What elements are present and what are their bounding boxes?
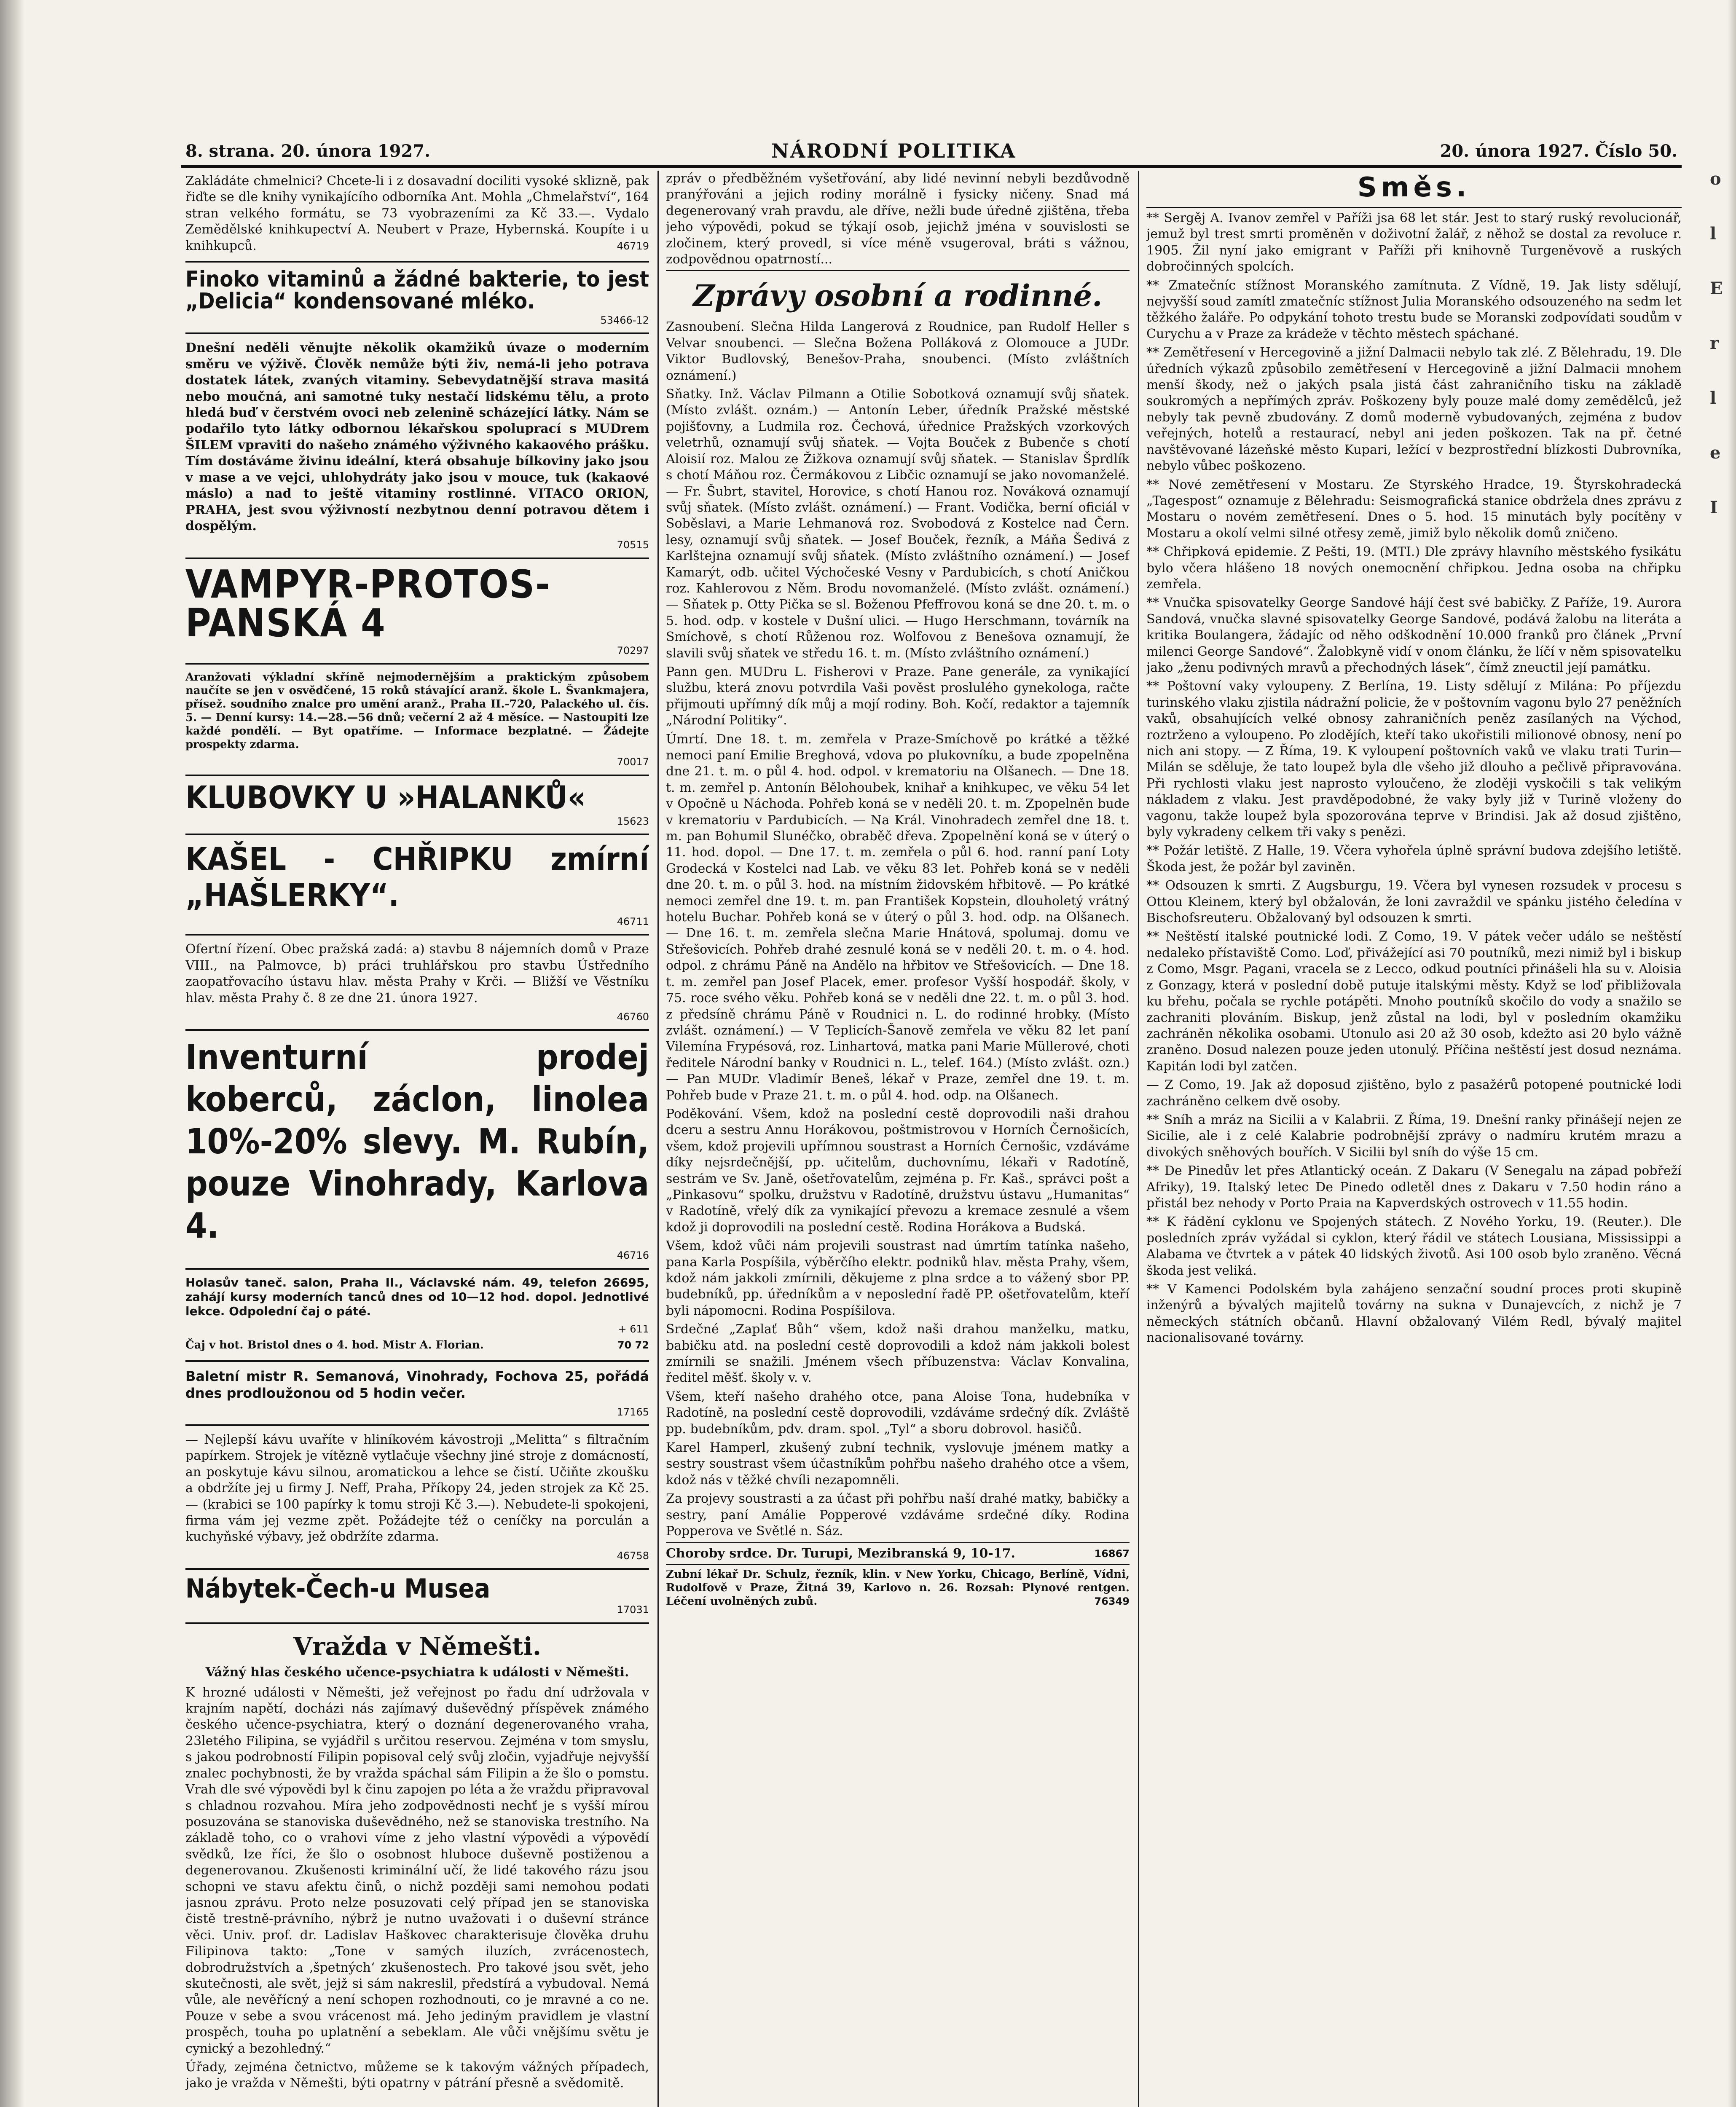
- divider: [1146, 207, 1682, 208]
- ad-melitta: [185, 1429, 649, 1570]
- ad-aranzovani: [185, 668, 649, 776]
- ad-number: 53466-12: [600, 314, 649, 327]
- news-item: ** Chřipková epidemie. Z Pešti, 19. (MTI.) Dle zprávy hlavního městského fysikátu bylo včera hlášeno 18 nových onemocnění chřipkou. Jedna osoba na chřipku zemřela.: [1146, 544, 1682, 592]
- ad-number: 46758: [617, 1549, 649, 1562]
- ad-number: 46716: [617, 1249, 649, 1262]
- notice-paragraph: Poděkování. Všem, kdož na poslední cestě doprovodili naši drahou dceru a sestru Annu Horákovou, poštmistrovou v Horních Černošicích, všem, kdož projevili upřímnou soustrast a Horních Černošic, vzdáváme díky nejsrdečnější, pp. učitelům, duchovnímu, lékaři v Radotíně, sestrám ve Sv. Janě, ošetřovatelům, zejména p. Fr. Kaš., správci pošt a „Pinkasovu“ spolku, družstvu v Radotíně, družstvu ústavu „Humanitas“ v Radotíně, vřelý dík za vynikající převozu a kremace zesnulé a všem kdož ji doprovodili na poslední cestě. Rodina Horákova a Budská.: [666, 1106, 1130, 1235]
- news-item: ** De Pinedův let přes Atlantický oceán. Z Dakaru (V Senegalu na západ pobřeží Afriky), 19. Italský letec De Pinedo odletěl dnes z Dakaru v 7.50 hodin ráno a přistál bez nehody v Porto Praia na Kapverdských ostrovech v 11.55 hodin.: [1146, 1163, 1682, 1211]
- ad-nabytek: [185, 1573, 649, 1624]
- news-item: ** K řádění cyklonu ve Spojených státech. Z Nového Yorku, 19. (Reuter.). Dle posledních zpráv vyžádal si cyklon, který řádil ve státech Lousiana, Mississippi a Alabama ve čtvrtek a v pátek 40 lidských životů. Asi 100 osob bylo zraněno. Věcná škoda jest veliká.: [1146, 1214, 1682, 1278]
- ad-number: 16867: [1094, 1547, 1130, 1560]
- notice-paragraph: Za projevy soustrasti a za účast při pohřbu naší drahé matky, babičky a sestry, paní Amálie Popperové vzdáváme srdečné díky. Rodina Popperova ve Světlé n. Sáz.: [666, 1491, 1130, 1539]
- ad-text: Baletní mistr R. Semanová, Vinohrady, Fochova 25, pořádá dnes prodloužonou od 5 hodin večer.: [185, 1368, 649, 1401]
- ad-headline: KLUBOVKY U »HALANKŮ«: [185, 779, 586, 816]
- article-vrazda: [185, 1632, 649, 2092]
- article-paragraph: K hrozné události v Němešti, jež veřejnost po řadu dní udržovala v krajním napětí, docházi nás zajímavý duševědný příspěvek známého českého učence-psychiatra, který o doznání degenerovaného vraha, 23letého Filipina, se vyjádřil s určitou reservou. Zejména v tom smyslu, s jakou podrobností Filipin popisoval celý svůj zločin, vyjadřuje nejvyšší znalec pochybnosti, že by vražda spáchal sám Filipin a že šlo o pomstu. Vrah dle své výpovědi byl k činu zapojen po léta a že vraždu připravoval s chladnou rozvahou. Míra jeho zodpovědnosti nechť je s vyšší mírou posuzována se stanoviska duševědného, než se stanoviska trestního. Na základě toho, co o vrahovi víme z jeho vlastní výpovědi a výpovědí svědků, lze říci, že šlo o osobnost hluboce duševně postiženou a degenerovanou. Zkušenosti kriminální učí, že lidé takového rázu jsou schopni ve stavu afektu činů, o nichž později sami nemohou podati jasnou zprávu. Proto nelze posuzovati celý případ jen se stanoviska čistě trestně-právního, nýbrž je nutno uvažovati i o duševní stránce věci. Univ. prof. dr. Ladislav Haškovec charakterisuje člověka druhu Filipinova takto: „Tone v samých iluzích, zvrácenostech, dobrodružstvích a ‚špetných‘ zkušenostech. Pro takové jsou svět, jeho skutečnosti, ale svět, jejž si sám nakreslil, předstírá a vybudoval. Nemá vůle, ale nevěřícný a není schopen rozhodnouti, co je mravné a co ne. Pouze v sebe a svou vrácenost má. Jeho jediným pravidlem je vlastní prospěch, touha po uplatnění a sebeklam. Ale vůči vnějšímu světu je cynický a bezohledný.“: [185, 1685, 649, 2056]
- page-header: [185, 137, 1677, 166]
- ad-text: Dnešní neděli věnujte několik okamžiků úvaze o moderním směru ve výživě. Člověk nemůže býti živ, nemá-li jeho potrava dostatek látek, zvaných vitaminy. Sebevydatnější strava masitá nebo moučná, ani samotné tuky nestačí lidskému tělu, a proto hledá buď v čerstvém ovoci neb zelenině scházející látky. Nám se podařilo tyto látky odbornou lékařskou spoluprací s MUDrem ŠILEM vpraviti do našeho známého výživného kakaového prášku. Tím dostáváme živinu ideální, která obsahuje bílkoviny jako jsou v mase a ve vejci, uhlohydráty jako jsou v mouce, tuk (kakaové máslo) a nad to ještě vitaminy rostlinné. VITACO ORION, PRAHA, jest svou výživností nezbytnou denní potravou dětem i dospělým.: [185, 340, 649, 533]
- notice-paragraph: Srdečné „Zaplať Bůh“ všem, kdož naši drahou manželku, matku, babičku atd. na poslední cestě doprovodili a kdož nám jakkoli bolest zmírnili se snažili. Jménem všech příbuzenstva: Václav Konvalina, ředitel měšť. školy v. v.: [666, 1322, 1130, 1386]
- article-subtitle: Vážný hlas českého učence-psychiatra k události v Němešti.: [205, 1665, 629, 1680]
- column-rule: [657, 171, 659, 2107]
- ad-headline: Inventurní prodej koberců, záclon, linolea 10%-20% slevy. M. Rubín, pouze Vinohrady, Karlova 4.: [185, 1037, 649, 1247]
- divider: [666, 1542, 1130, 1543]
- ad-number: 46719: [617, 240, 649, 252]
- ad-headline: VAMPYR-PROTOS-PANSKÁ 4: [185, 561, 551, 646]
- ad-text: — Nejlepší kávu uvaříte v hliníkovém kávostroji „Melitta“ s filtračním papírkem. Strojek je vítězně vytlačuje všechny jiné stroje z domácností, an poskytuje kávu silnou, aromatickou a lehce se čistí. Učiňte zkoušku a obdržíte jej u firmy J. Neff, Praha, Příkopy 24, jeden strojek za Kč 25.— (krabici se 100 papírky k tomu stroji Kč 3.—). Nebudete-li spokojeni, firma vám jej vezme zpět. Požádejte též o ceníčky na porculán a kuchyňské výbavy, jež obdržíte zdarma.: [185, 1432, 649, 1544]
- notice-paragraph: Úmrtí. Dne 18. t. m. zemřela v Praze-Smíchově po krátké a těžké nemoci paní Emilie Breghová, vdova po plukovníku, a bude zpopelněna dne 21. t. m. o půl 4. hod. odpol. v krematoriu na Olšanech. — Dne 18. t. m. zemřel p. Antonín Bělohoubek, knihař a knihkupec, ve věku 54 let v Opočně u Náchoda. Pohřeb koná se v neděli 20. t. m. Zpopelněn bude v krematoriu v Pardubicích. — Na Král. Vinohradech zemřel dne 18. t. m. pan Bohumil Slunéčko, obraběč dřeva. Zpopelnění koná se v úterý o 11. hod. dopol. — Dne 17. t. m. zemřela o půl 6. hod. ranní paní Loty Grodecká v Kostelci nad Lab. ve věku 83 let. Pohřeb koná se v neděli dne 20. t. m. o půl 3. hod. na místním židovském hřbitově. — Po krátké nemoci zemřel dne 19. t. m. pan František Kopstein, dlouholetý vrátný hotelu Buchar. Pohřeb koná se v úterý o půl 3. hod. odp. na Olšanech. — Dne 16. t. m. zemřela slečna Marie Hnátová, spolumaj. domu ve Střešovicích. Pohřeb drahé zesnulé koná se v neděli 20. t. m. o 4. hod. odpol. z chrámu Páně na Andělo na hřbitov ve Střešovicích. — Dne 18. t. m. zemřel pan Josef Placek, emer. profesor Vyšší hospodář. školy, v 75. roce svého věku. Pohřeb koná se v neděli dne 22. t. m. o půl 3. hod. z předsíně chrámu Páně v Roudnici n. L. do rodinné hrobky. (Místo zvlášt. oznámení.) — V Teplicích-Šanově zemřela ve věku 82 let paní Vilemína Frypésová, roz. Linhartová, matka pani Marie Müllerové, choti ředitele Národní banky v Roudnici n. L., telef. 164.) (Místo zvlášt. ozn.) — Pan MUDr. Vladimír Beneš, lékař v Praze, zemřel dne 19. t. m. Pohřeb bude v Praze 21. t. m. o půl 4. hod. odp. na Olšanech.: [666, 732, 1130, 1103]
- scan-edge-left: [0, 0, 24, 2107]
- news-item: ** Nové zemětřesení v Mostaru. Ze Styrského Hradce, 19. Štyrskohradecká „Tagespost“ oznamuje z Bělehradu: Seismografická stanice obdržela dnes zprávu z Mostaru o novém zemětřesení. Dnes o 5. hod. 15 minutách byly pocítěny v Mostaru a okolí velmi silné otřesy země, jimiž bylo několik domů zničeno.: [1146, 477, 1682, 541]
- ad-vampyr: [185, 563, 649, 665]
- news-item: ** V Kamenci Podolském byla zahájeno senzační soudní proces proti skupině inženýrů a bývalých majitelů továrny na sukna v Dunajevcích, z nichž je 7 německých státních občanů. Hlavní obžalovaný Vilém Redl, bývalý majitel nacionalisované továrny.: [1146, 1282, 1682, 1346]
- section-title: Směs.: [1357, 172, 1471, 203]
- notice-paragraph: Karel Hamperl, zkušený zubní technik, vyslovuje jménem matky a sestry soustrast všem účastníkům pohřbu našeho drahého otce a všem, kdož nás v těžké chvíli nezapomněli.: [666, 1440, 1130, 1488]
- column-ads: [185, 171, 649, 2107]
- news-item: ** Vnučka spisovatelky George Sandové hájí čest své babičky. Z Paříže, 19. Aurora Sandová, vnučka slavné spisovatelky George Sandové, podává žalobu na literáta a kritika Boulangera, žádajíc od něho odškodnění 10.000 franků pro článek „První milenci George Sandové“. Žalobkyně vidí v onom článku, že líčí v něm spisovatelku jako „ženu podivných mravů a přechodných lásek“, čímž zneuctil její památku.: [1146, 595, 1682, 675]
- ad-number: 15623: [617, 815, 649, 827]
- masthead: NÁRODNÍ POLITIKA: [771, 139, 1017, 162]
- scan-edge-right: [1728, 0, 1736, 2107]
- column-smes: [1146, 171, 1682, 2107]
- ad-holas: [185, 1273, 649, 1362]
- ad-number: 17031: [617, 1604, 649, 1616]
- news-item: — Z Como, 19. Jak až doposud zjištěno, bylo z pasažérů potopené poutnické lodi zachráněno celkem dvě osoby.: [1146, 1078, 1682, 1109]
- section-title: Zprávy osobní a rodinné.: [693, 278, 1103, 314]
- news-item: ** Požár letiště. Z Halle, 19. Včera vyhořela úplně správní budova zdejšího letiště. Škoda jest, že požár byl zaviněn.: [1146, 843, 1682, 874]
- ad-number: 17165: [617, 1406, 649, 1418]
- ad-number: 46760: [617, 1011, 649, 1023]
- header-right: 20. února 1927. Číslo 50.: [1440, 141, 1677, 161]
- divider: [666, 270, 1130, 271]
- ad-number: 70 72: [617, 1339, 649, 1351]
- news-item: ** Sergěj A. Ivanov zemřel v Paříži jsa 68 let stár. Jest to starý ruský revolucionář, jemuž byl trest smrti proměněn v doživotní žalář, z něhož se dostal za revoluce r. 1905. Žil nyní jako emigrant v Paříži při knihovně Turgeněvově a ruských dobročinných spolcích.: [1146, 211, 1682, 274]
- header-rule: [181, 165, 1682, 168]
- article-title: Vražda v Němešti.: [293, 1632, 542, 1661]
- notice-paragraph: Pann gen. MUDru L. Fisherovi v Praze. Pane generále, za vynikající službu, která znovu potvrdila Vaši pověst proslulého gynekologa, račte přijmouti upřímný dík můj a mojí rodiny. Boh. Kočí, redaktor a tajemník „Národní Politiky“.: [666, 664, 1130, 728]
- notice-paragraph: Zasnoubení. Slečna Hilda Langerová z Roudnice, pan Rudolf Heller s Velvar snoubenci. — Slečna Božena Polláková z Olomouce a JUDr. Viktor Budlovský, Benešov-Praha, snoubenci. (Místo zvláštních oznámení.): [666, 319, 1130, 383]
- ad-headline: Nábytek-Čech-u Musea: [185, 1573, 491, 1604]
- ad-text: Holasův taneč. salon, Praha II., Václavské nám. 49, telefon 26695, zahájí kursy moderních tanců dnes od 10—12 hod. dopol. Jednotlivé lekce. Odpolední čaj o páté.: [185, 1275, 649, 1318]
- ad-number: 76349: [1094, 1595, 1130, 1607]
- ad-text: Ofertní řízení. Obec pražská zadá: a) stavbu 8 nájemních domů v Praze VIII., na Palmovce, b) práci truhlářskou pro stavbu Ústředního zaopatřovacího ústavu hlav. města Prahy v Krči. — Bližší ve Věstníku hlav. města Prahy č. 8 ze dne 21. února 1927.: [185, 942, 649, 1005]
- header-left: 8. strana. 20. února 1927.: [185, 141, 431, 161]
- ad-vitaco: [185, 338, 649, 559]
- ad-chmelnici: [185, 171, 649, 263]
- column-rule: [1138, 171, 1139, 2107]
- ad-number: + 611: [618, 1323, 649, 1335]
- article-paragraph: Úřady, zejména četnictvo, můžeme se k takovým vážných případech, jako je vražda v Němešti, býti opatrny v pátrání přesně a svědomitě.: [185, 2060, 649, 2091]
- ad-number: 70297: [617, 644, 649, 657]
- ad-text: Aranžovati výkladní skříně nejmodernějším a praktickým způsobem naučíte se jen v osvědčené, 15 roků stávající aranž. škole L. Švankmajera, přísež. soudního znalce pro umění aranž., Praha II.-720, Palackého ul. čís. 5. — Denní kursy: 14.—28.—56 dnů; večerní 2 až 4 měsíce. — Nastoupiti lze každé pondělí. — Byt opatříme. — Informace bezplatné. — Žádejte prospekty zdarma.: [185, 671, 649, 751]
- ad-semanova: [185, 1365, 649, 1426]
- ad-number: 46711: [617, 915, 649, 928]
- adjacent-page-stub: o l E r l e I: [1710, 169, 1723, 517]
- ad-rubin: [185, 1034, 649, 1269]
- column-personal: [666, 171, 1130, 2107]
- ad-number: 70017: [617, 756, 649, 768]
- news-item: ** Sníh a mráz na Sicilii a v Kalabrii. Z Říma, 19. Dnešní ranky přinášejí nejen ze Sicilie, ale i z celé Kalabrie podrobnější zprávy o nadmíru krutém mrazu a divokých sněhových bouřích. V Sicilii byl sníh do výše 15 cm.: [1146, 1112, 1682, 1160]
- ad-text: Zubní lékař Dr. Schulz, řezník, klin. v New Yorku, Chicago, Berlíně, Vídni, Rudolfově v Praze, Žitná 39, Karlovo n. 26. Rozsah: Plynové rentgen. Léčení uvolněných zubů.: [666, 1568, 1130, 1608]
- notice-paragraph: Sňatky. Inž. Václav Pilmann a Otilie Sobotková oznamují svůj sňatek. (Místo zvlášt. oznám.) — Antonín Leber, úředník Pražské městské pojišťovny, a Ludmila roz. Čechová, úřednice Pražských vzorkových veletrhů, oznamují svůj sňatek. — Vojta Bouček z Bubenče s chotí Aloisií roz. Malou ze Žižkova oznamují svůj sňatek. — Stanislav Šprdlík s chotí Máňou roz. Čermákovou z Libčic oznamují se jako novomanželé. — Fr. Šubrt, stavitel, Horovice, s chotí Hanou roz. Nováková oznamují svůj sňatek. (Místo zvlášt. oznámení.) — Frant. Vodička, berní oficiál v Soběslavi, a Marie Lehmanová roz. Svobodová z Kostelce nad Čern. lesy, oznamují svůj sňatek. — Josef Bouček, řezník, a Máňa Šedivá z Karlštejna oznamují svůj sňatek. (Místo zvláštního oznámení.) — Josef Kamarýt, odb. učitel Výchočeské Vesny v Pardubicích, s chotí Aničkou roz. Kahlerovou z Něm. Brodu novomanželé. (Místo zvlášt. oznámení.) — Sňatek p. Otty Pička se sl. Boženou Pfeffrovou koná se dne 20. t. m. o 5. hod. odp. v kostele v Dušní ulici. — Hugo Herschmann, továrník na Smíchově, s chotí Růženou roz. Wolfovou z Benešova oznamují, že slavili svůj sňatek ve středu 16. t. m. (Místo zvláštního oznámení.): [666, 387, 1130, 661]
- ad-klubovky: [185, 780, 649, 835]
- news-item: ** Zmatečníc stížnost Moranského zamítnuta. Z Vídně, 19. Jak listy sdělují, nejvyšší soud zamítl zmatečníc stížnost Julia Moranského odsouzeného na sedm let těžkého žaláře. Po odpykání tohoto trestu bude se Moranski zodpovídati soudům v Curychu a v Praze za krádeže v těchto městech spáchané.: [1146, 278, 1682, 341]
- news-item: ** Poštovní vaky vyloupeny. Z Berlína, 19. Listy sdělují z Milána: Po příjezdu turinského vlaku zjistila nádražní policie, že v poštovním vagonu bylo 27 peněžních vaků, obsahujících velké obnosy zahraničních peněz zasílaných na Východ, roztrženo a vyloupeno. Po zlodějích, kteří tako ukořistili milionové obnosy, není po nich ani stopy. — Z Říma, 19. K vyloupení poštovních vaků ve vlaku trati Turin—Milán se sděluje, že tato loupež byla dle všeho již dlouho a pečlivě připravována. Při rychlosti vlaku jest naprosto vyloučeno, že zloději vyskočili s tak velikým nákladem z vlaku. Jest pravděpodobné, že vaky byly již v Turině vloženy do vagonu, takže loupež byla spozorována teprve v Brindisi. Jak až dosud zjištěno, byly vykradeny celkem tři vaky s penězi.: [1146, 679, 1682, 840]
- ad-headline: KAŠEL - CHŘIPKU zmírní „HAŠLERKY“.: [185, 841, 649, 914]
- news-item: ** Zemětřesení v Hercegovině a jižní Dalmacii nebylo tak zlé. Z Bělehradu, 19. Dle úředních výkazů způsobilo zemětřesení v Hercegovině a jižní Dalmacii mnohem menší škody, než o jakých psala jistá část zahraničního tisku na základě soukromých a nepřímých zpráv. Poškozeny byly pouze malé domy zemědělců, jež nebyly tak pevně zbudovány. Z domů moderně vybudovaných, zejména z budov veřejných, hotelů a restaurací, nebyl ani jeden poškozen. Tak na př. četné navštěvované lázeňské město Kupari, ležící v bezprostřední blízkosti Dubrovníka, nebylo vůbec poškozeno.: [1146, 345, 1682, 474]
- ad-number: 70515: [617, 539, 649, 551]
- ad-text: Choroby srdce. Dr. Turupi, Mezibranská 9, 10-17.: [666, 1546, 1015, 1561]
- ad-headline: Finoko vitaminů a žádné bakterie, to jest „Delicia“ kondensované mléko.: [185, 267, 649, 314]
- notice-paragraph: Všem, kteří našeho drahého otce, pana Aloise Tona, hudebníka v Radotíně, na poslední cestě doprovodili, vzdáváme srdečný dík. Zvláště pp. budebníkům, pdv. dram. spol. „Tyl“ a sboru dobrovol. hasičů.: [666, 1389, 1130, 1437]
- divider: [666, 1564, 1130, 1565]
- notice-paragraph: Všem, kdož vůči nám projevili soustrast nad úmrtím tatínka našeho, pana Karla Pospíšila, výběrčího elektr. podniků hlav. města Prahy, všem, kdož nám jakkoli zmírnili, děkujeme z plna srdce a to vážený sbor PP. budebníků, pp. úředníkům a v neposlední řadě PP. ošetřovatelům, kteří byli nápomocni. Rodina Pospíšilova.: [666, 1238, 1130, 1318]
- ad-text: Čaj v hot. Bristol dnes o 4. hod. Mistr A. Florian.: [185, 1339, 484, 1352]
- ad-delicia: [185, 266, 649, 334]
- ad-text: Zakládáte chmelnici? Chcete-li i z dosavadní dociliti vysoké sklizně, pak řiďte se dle knihy vynikajícího odborníka Ant. Mohla „Chmelařství“, 164 stran velkého formátu, se 73 vyobrazeními za Kč 33.—. Vydalo Zemědělské knihkupectví A. Neubert v Praze, Hybernská. Koupíte i u knihkupců.: [185, 174, 649, 253]
- article-continuation: zpráv o předběžném vyšetřování, aby lidé nevinní nebyli bezdůvodně pranýřováni a jejich rodiny morálně i fysicky ničeny. Snad má degenerovaný vrah pravdu, ale dříve, nežli bude úředně zjištěna, třeba jeho výpovědi, pokud se týkají osob, jejichž jména v souvislosti se zločinem, který provedl, si více méně vsugeroval, bráti s vážnou, zodpovědnou opatrností...: [666, 171, 1130, 267]
- news-item: ** Neštěstí italské poutnické lodi. Z Como, 19. V pátek večer událo se neštěstí nedaleko přístaviště Como. Loď, přivážející asi 70 poutníků, mezi nimiž byl i biskup z Como, Msgr. Pagani, vracela se z Lecco, odkud poutníci přinášeli hla su v. Aloisia z Gonzagy, která v poslední době putuje italskými městy. Když se loď přibližovala ku břehu, počala se rychle potápěti. Mnoho poutníků skočilo do vody a snažilo se zachraniti plováním. Biskup, jenž zůstal na lodi, byl v posledním okamžiku zachráněn několika osobami. Utonulo asi 20 až 30 osob, kdežto asi 20 bylo vážně zraněno. Dosud nalezen pouze jeden utonulý. Příčina neštěstí jest dosud neznáma. Kapitán lodi byl zatčen.: [1146, 929, 1682, 1074]
- news-item: ** Odsouzen k smrti. Z Augsburgu, 19. Včera byl vynesen rozsudek v procesu s Ottou Kleinem, který byl obžalován, že loni zavraždil ve spánku jistého čeledína v Bischofsreuteru. Obžalovaný byl odsouzen k smrti.: [1146, 878, 1682, 926]
- ad-haslerky: [185, 839, 649, 936]
- ad-ofertni-rizeni: [185, 939, 649, 1031]
